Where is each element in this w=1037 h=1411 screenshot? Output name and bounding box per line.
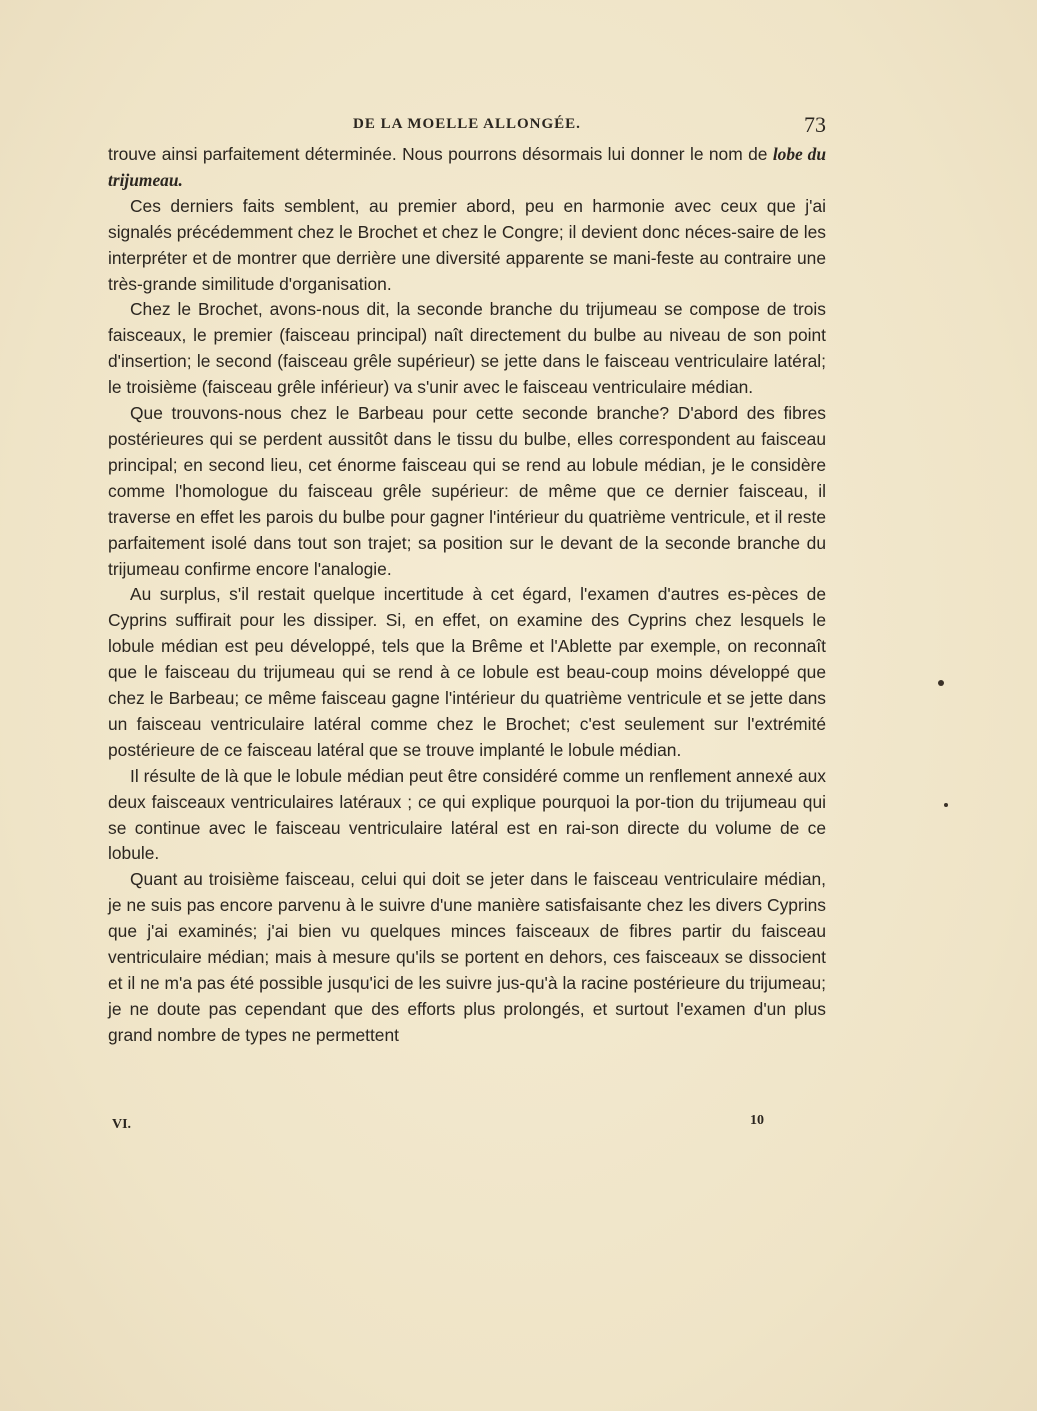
paragraph-5: Au surplus, s'il restait quelque incertitude à cet égard, l'examen d'autres es-pèces de Cyprins suffirait pour les dissiper. Si, en effet, on examine des Cyprins chez lesquels le lobule médian est peu développé, tels que la Brême et l'Ablette par exemple, on reconnaît que le faisceau du trijumeau qui se rend à ce lobule est beau-coup moins développé que chez le Barbeau; ce même faisceau gagne l'intérieur du quatrième ventricule et se jette dans un faisceau ventriculaire latéral comme chez le Brochet; c'est seulement sur l'extrémité postérieure de ce faisceau latéral que se trouve implanté le lobule médian. — [108, 584, 826, 760]
running-head — [108, 112, 826, 140]
page-number: 73 — [804, 112, 826, 137]
paragraph-1-text: trouve ainsi parfaitement déterminée. Nous pourrons désormais lui donner le nom de — [108, 144, 773, 164]
paragraph-2: Ces derniers faits semblent, au premier abord, peu en harmonie avec ceux que j'ai signalés précédemment chez le Brochet et chez le Congre; il devient donc néces-saire de les interpréter et de montrer que derrière une diversité apparente se mani-feste au contraire une très-grande similitude d'organisation. — [108, 195, 826, 294]
ink-speck — [938, 680, 944, 686]
running-title: DE LA MOELLE ALLONGÉE. — [353, 116, 581, 132]
lobe-term: lobe du trijumeau. — [108, 144, 827, 190]
paragraph-6: Il résulte de là que le lobule médian peut être considéré comme un renflement annexé aux deux faisceaux ventriculaires latéraux ; ce qui explique pourquoi la por-tion du trijumeau qui se continue avec le faisceau ventriculaire latéral est en rai-son directe du volume de ce lobule. — [108, 765, 826, 864]
signature-mark: VI. — [112, 1117, 132, 1132]
body-text — [108, 142, 826, 1049]
paragraph-7: Quant au troisième faisceau, celui qui doit se jeter dans le faisceau ventriculaire médian, je ne suis pas encore parvenu à le suivre d'une manière satisfaisante chez les divers Cyprins que j'ai examinés; j'ai bien vu quelques minces faisceaux de fibres partir du faisceau ventriculaire médian; mais à mesure qu'ils se portent en dehors, ces faisceaux se dissocient et il ne m'a pas été possible jusqu'ici de les suivre jus-qu'à la racine postérieure du trijumeau; je ne doute pas cependant que des efforts plus prolongés, et surtout l'examen d'un plus grand nombre de types ne permettent — [108, 869, 826, 1045]
ink-speck — [944, 803, 948, 807]
paragraph-1 — [108, 142, 826, 194]
paragraph-4: Que trouvons-nous chez le Barbeau pour cette seconde branche? D'abord des fibres postérieures qui se perdent aussitôt dans le tissu du bulbe, elles correspondent au faisceau principal; en second lieu, cet énorme faisceau qui se rend au lobule médian, je le considère comme l'homologue du faisceau grêle supérieur: de même que ce dernier faisceau, il traverse en effet les parois du bulbe pour gagner l'intérieur du quatrième ventricule, et il reste parfaitement isolé dans tout son trajet; sa position sur le devant de la seconde branche du trijumeau confirme encore l'analogie. — [108, 403, 826, 579]
paragraph-3: Chez le Brochet, avons-nous dit, la seconde branche du trijumeau se compose de trois faisceaux, le premier (faisceau principal) naît directement du bulbe au niveau de son point d'insertion; le second (faisceau grêle supérieur) se jette dans le faisceau ventriculaire latéral; le troisième (faisceau grêle inférieur) va s'unir avec le faisceau ventriculaire médian. — [108, 299, 826, 398]
sheet-number: 10 — [750, 1113, 764, 1128]
page-footer — [108, 1113, 826, 1141]
